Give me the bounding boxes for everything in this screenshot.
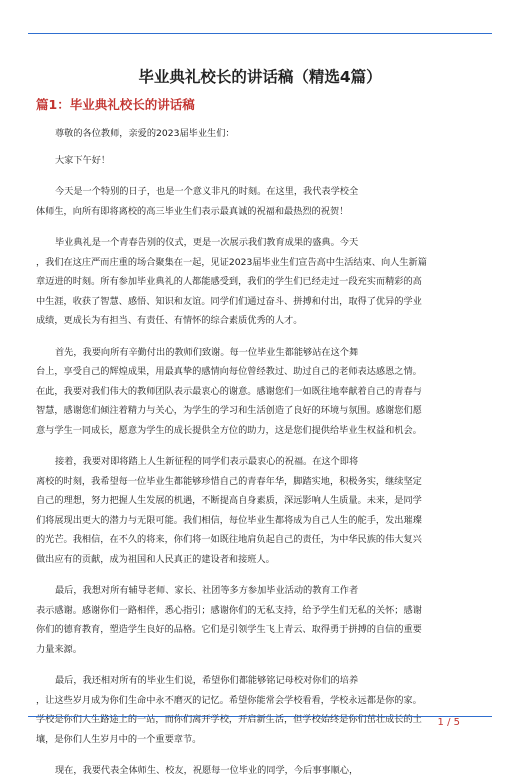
text-line: 尊敬的各位教师，亲爱的2023届毕业生们： [55, 128, 235, 139]
greeting [36, 151, 486, 171]
text-line: 接着，我要对即将踏上人生新征程的同学们表示最衷心的祝福。在这个即将 [55, 456, 359, 467]
text-line: 现在，我要代表全体师生、校友，祝愿每一位毕业的同学，今后事事顺心， [55, 765, 359, 776]
paragraph [36, 581, 486, 659]
text-line: 首先，我要向所有辛勤付出的教师们致谢。每一位毕业生都能够站在这个舞 [55, 346, 359, 358]
paragraph [36, 761, 486, 781]
paragraph [36, 233, 486, 331]
text-line: 台上，享受自己的辉煌成果，用最真挚的感情向每位曾经教过、助过自己的老师表达感恩之情。 [36, 366, 422, 377]
header-rule [28, 33, 492, 34]
text-line: 自己的理想，努力把握人生发展的机遇，不断提高自身素质，深远影响人生质量。未来，是同学 [36, 495, 422, 506]
text-line: 力量来源。 [36, 643, 82, 655]
text-line: 们将展现出更大的潜力与无限可能。我们相信，每位毕业生都将成为自己人生的舵手，发出璀璨 [36, 514, 422, 526]
section-heading: 篇1：毕业典礼校长的讲话稿 [36, 97, 195, 112]
document-body [36, 124, 486, 781]
text-line: 今天是一个特别的日子，也是一个意义非凡的时刻。在这里，我代表学校全 [55, 186, 359, 197]
text-line: ，让这些岁月成为你们生命中永不磨灭的记忆。希望你能常会学校看看，学校永远都是你的家。 [36, 694, 422, 706]
text-line: 最后，我想对所有辅导老师、家长、社团等多方参加毕业活动的教育工作者 [55, 585, 359, 596]
text-line: 意与学生一同成长，愿意为学生的成长提供全方位的助力，这是您们提供给毕业生权益和机会。 [36, 424, 422, 436]
paragraph [36, 452, 486, 569]
footer-rule [28, 716, 492, 717]
text-line: 中生涯，收获了智慧、感悟、知识和友谊。同学们们通过奋斗、拼搏和付出，取得了优异的学业 [36, 295, 422, 307]
text-line: 智慧，感谢您们倾注着精力与关心，为学生的学习和生活创造了良好的环境与氛围。感谢您们愿 [36, 405, 422, 416]
text-line: 离校的时刻，我希望每一位毕业生都能够珍惜自己的青春年华，脚踏实地，积极务实，继续坚定 [36, 475, 422, 487]
paragraph [36, 182, 486, 221]
text-line: ，我们在这庄严而庄重的场合聚集在一起，见证2023届毕业生们宣告高中生活结束、向人生新篇 [36, 256, 427, 268]
salutation [36, 124, 486, 144]
text-line: 大家下午好！ [55, 154, 111, 166]
text-line: 成绩，更成长为有担当、有责任、有情怀的综合素质优秀的人才。 [36, 315, 303, 326]
text-line: 做出应有的贡献，成为祖国和人民真正的建设者和接班人。 [36, 553, 275, 565]
page-indicator: 1 / 5 [437, 717, 460, 728]
paragraph [36, 671, 486, 749]
text-line: 表示感谢。感谢你们一路相伴，悉心指引；感谢你们的无私支持，给予学生们无私的关怀；感谢 [36, 604, 422, 616]
text-line: 在此，我要对我们伟大的教师团队表示最衷心的谢意。感谢您们一如既往地奉献着自己的青春与 [36, 385, 422, 397]
text-line: 体师生，向所有即将离校的高三毕业生们表示最真诚的祝福和最热烈的祝贺！ [36, 205, 349, 217]
text-line: 壤，是你们人生岁月中的一个重要章节。 [36, 733, 202, 745]
paragraph [36, 343, 486, 441]
text-line: 的光芒。我相信，在不久的将来，你们将一如既往地肩负起自己的责任，为中华民族的伟大复兴 [36, 534, 422, 545]
document-title: 毕业典礼校长的讲话稿（精选4篇） [138, 68, 382, 86]
text-line: 最后，我还相对所有的毕业生们说，希望你们都能够铭记母校对你们的培养 [55, 675, 359, 686]
text-line: 你们的德育教育，塑造学生良好的品格。它们是引领学生飞上青云、取得勇于拼搏的自信的重要 [36, 624, 422, 635]
text-line: 毕业典礼是一个青春告别的仪式，更是一次展示我们教育成果的盛典。今天 [55, 237, 359, 248]
text-line: 章迈进的时刻。所有参加毕业典礼的人都能感受到，我们的学生们已经走过一段充实而精彩的高 [36, 276, 422, 287]
text-line: 学校是你们人生路途上的一站，而你们离开学校，开启新生活，但学校始终是你们茁壮成长的土 [36, 714, 422, 725]
